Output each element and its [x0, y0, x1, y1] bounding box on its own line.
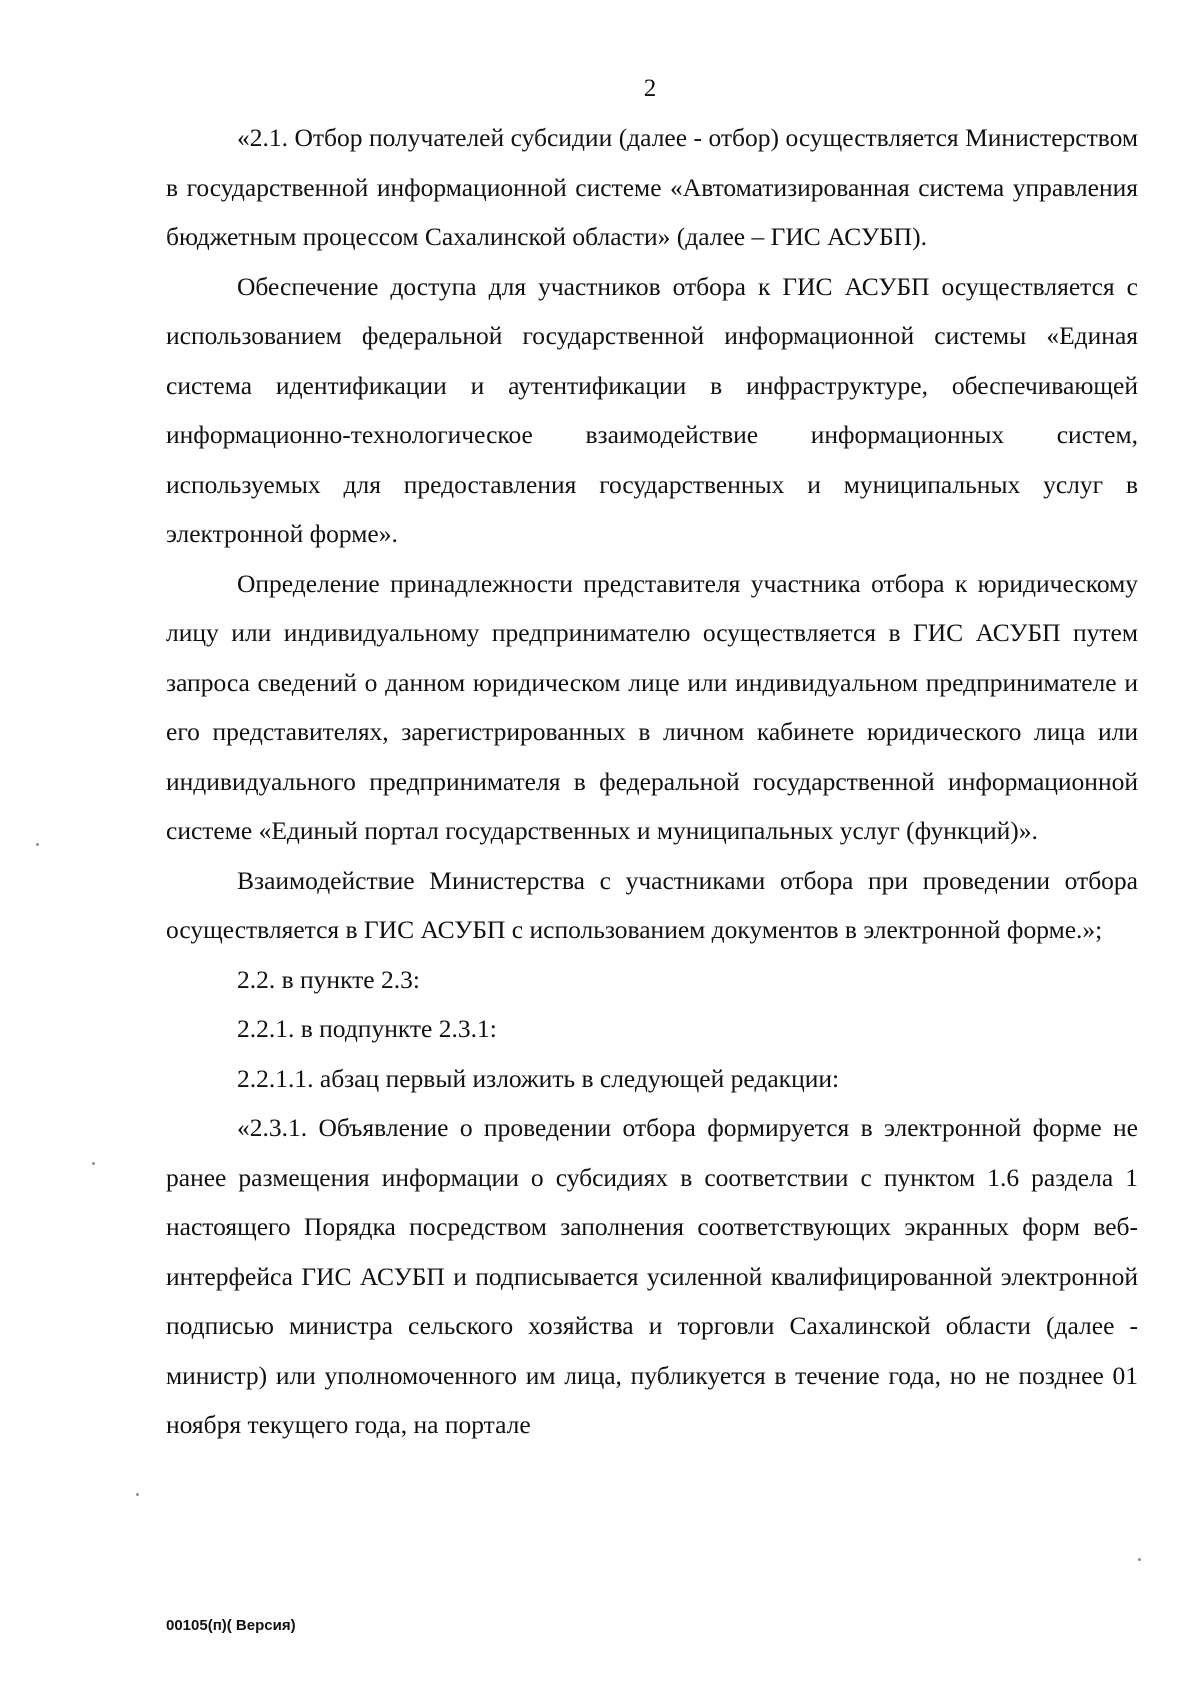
document-footer-code: 00105(п)( Версия) [166, 1617, 296, 1634]
scan-speck [136, 1493, 139, 1496]
page-number: 2 [643, 75, 657, 102]
scan-speck [92, 1162, 95, 1165]
paragraph-2-1-selection: «2.1. Отбор получателей субсидии (далее - отбор) осуществляется Министерством в государственной информационной системе «Автоматизированная система управления бюджетным процессом Сахалинской области» (далее – ГИС АСУБП). [166, 123, 1138, 251]
paragraph-access: Обеспечение доступа для участников отбора к ГИС АСУБП осуществляется с использованием федеральной государственной информационной системы «Единая система идентификации и аутентификации в инфраструктуре, обеспечивающей информационно-технологическое взаимодействие информационных систем, используемых для предоставления государственных и муниципальных услуг в электронной форме». [166, 271, 1138, 548]
paragraph-representative: Определение принадлежности представителя участника отбора к юридическому лицу или индивидуальному предпринимателю осуществляется в ГИС АСУБП путем запроса сведений о данном юридическом лице или индивидуальном предпринимателе и его представителях, зарегистрированных в личном кабинете юридического лица или индивидуального предпринимателя в федеральной государственной информационной системе «Единый портал государственных и муниципальных услуг (функций)». [166, 568, 1138, 845]
scan-speck [36, 843, 39, 846]
document-body [166, 113, 1138, 1450]
paragraph-item-2-2-1-1: 2.2.1.1. абзац первый изложить в следующей редакции: [237, 1063, 840, 1093]
paragraph-2-3-1-announcement: «2.3.1. Объявление о проведении отбора формируется в электронной форме не ранее размещения информации о субсидиях в соответствии с пунктом 1.6 раздела 1 настоящего Порядка посредством заполнения соответствующих экранных форм веб-интерфейса ГИС АСУБП и подписывается усиленной квалифицированной электронной подписью министра сельского хозяйства и торговли Сахалинской области (далее - министр) или уполномоченного им лица, публикуется в течение года, но не позднее 01 ноября текущего года, на портале [166, 1113, 1138, 1439]
paragraph-item-2-2-1: 2.2.1. в подпункте 2.3.1: [237, 1014, 497, 1043]
scan-speck [1138, 1558, 1141, 1561]
paragraph-interaction: Взаимодействие Министерства с участниками отбора при проведении отбора осуществляется в ГИС АСУБП с использованием документов в электронной форме.»; [166, 865, 1138, 944]
paragraph-item-2-2: 2.2. в пункте 2.3: [237, 964, 420, 994]
